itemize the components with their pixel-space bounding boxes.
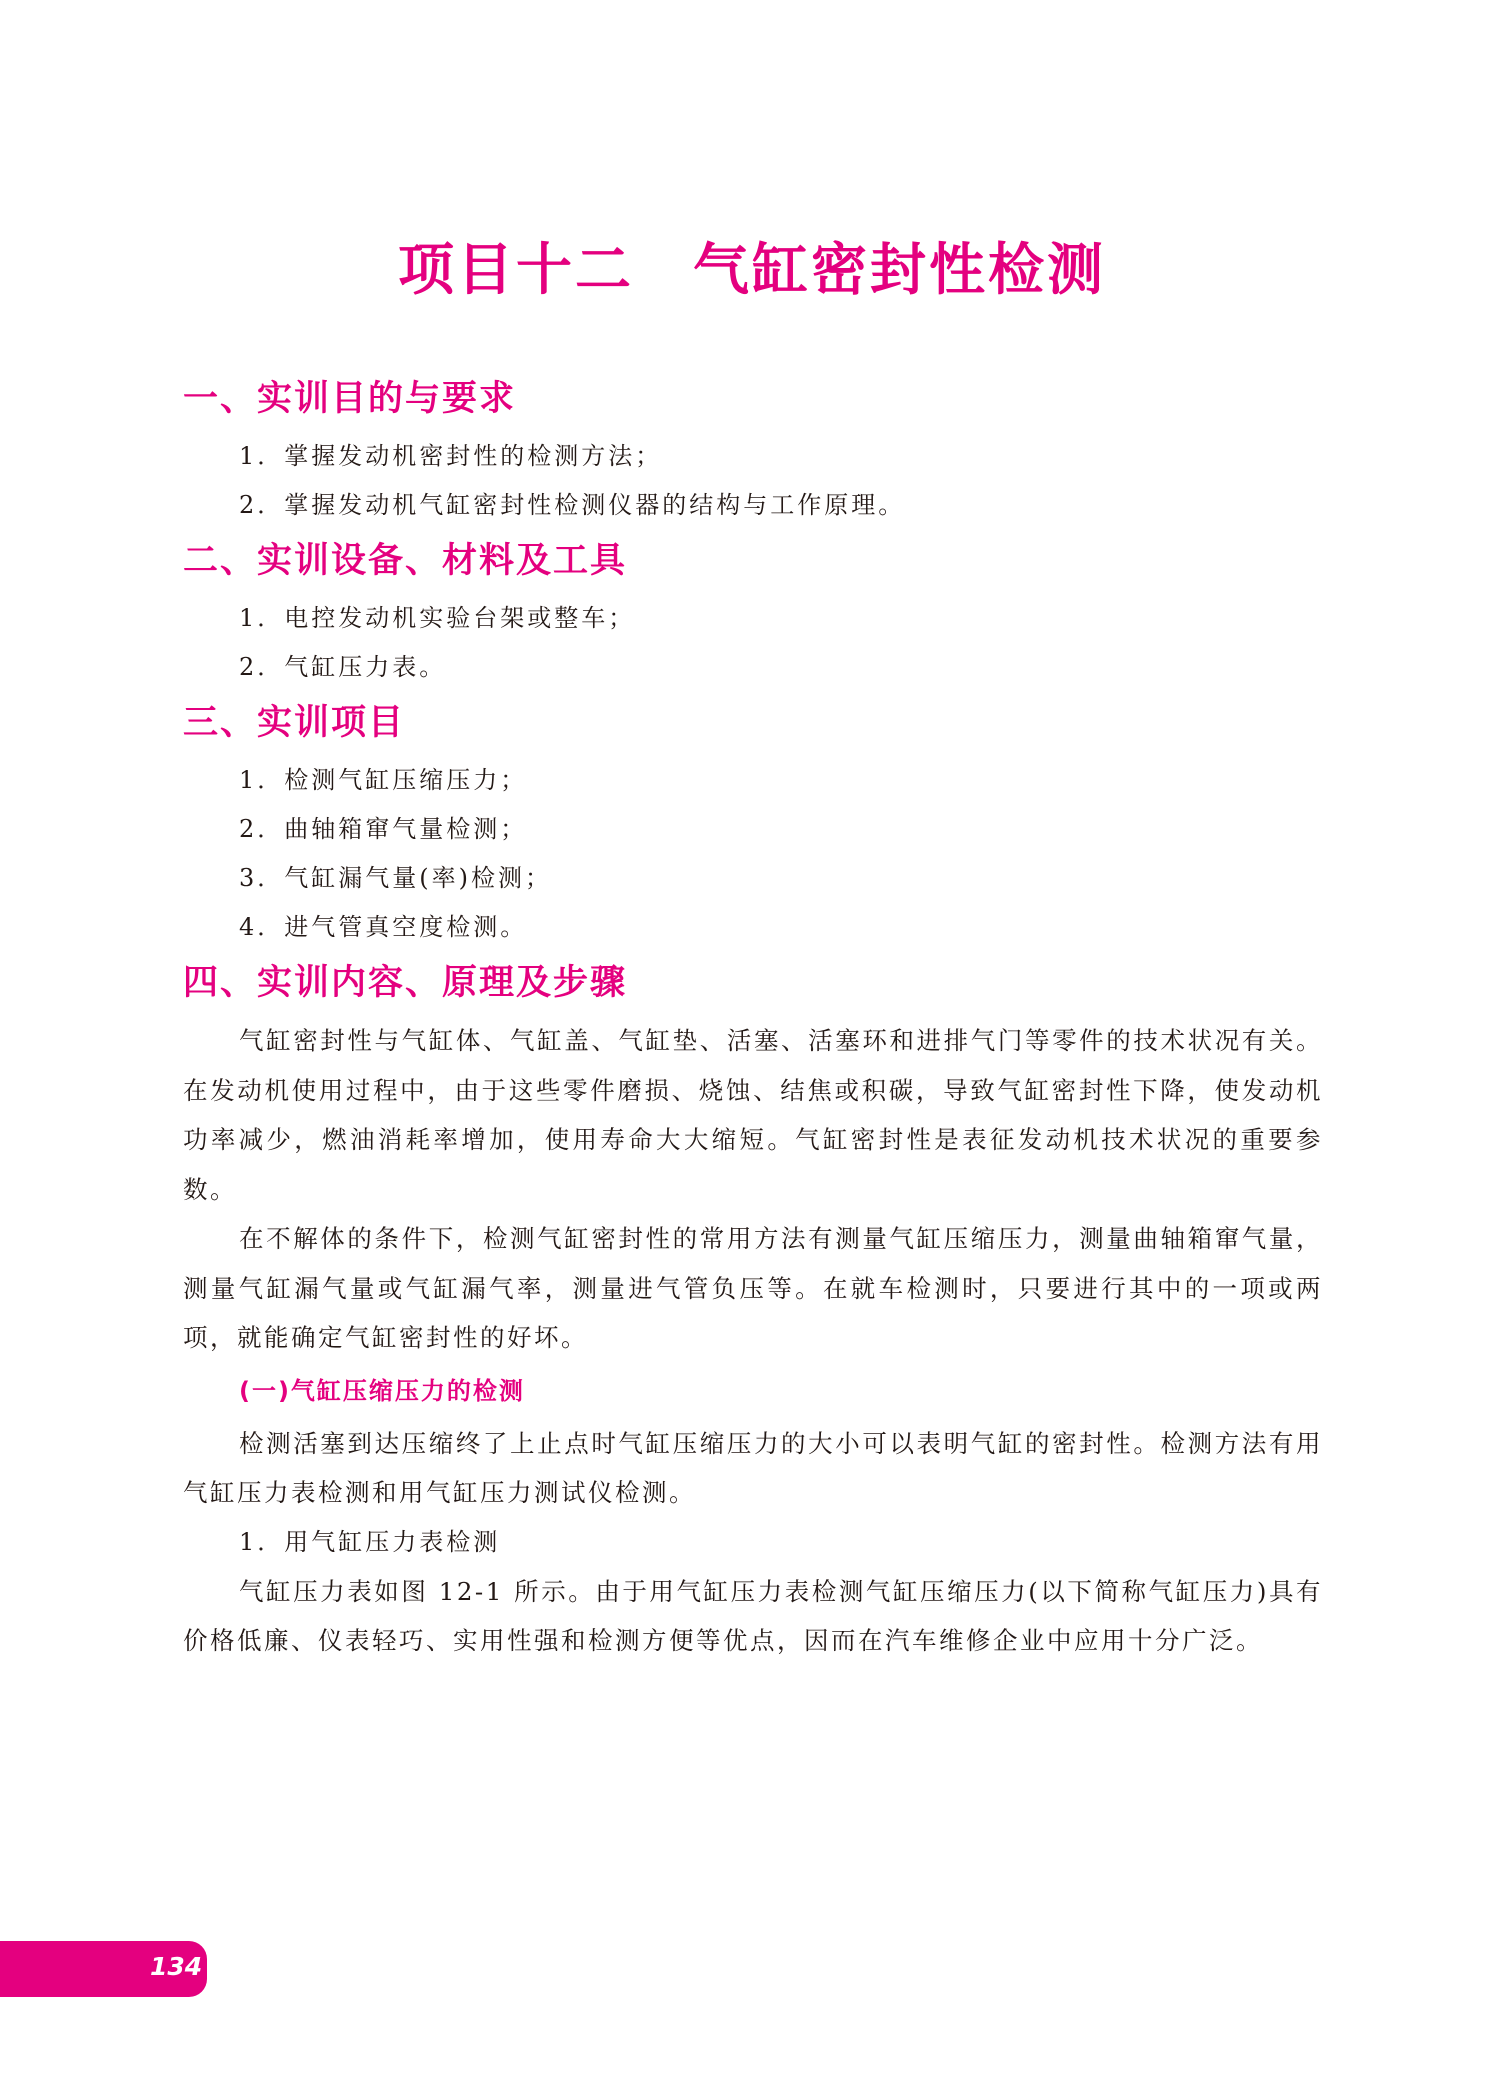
body-paragraph: 气缸压力表如图 12-1 所示。由于用气缸压力表检测气缸压缩压力(以下简称气缸压力)具有价格低廉、仪表轻巧、实用性强和检测方便等优点，因而在汽车维修企业中应用十分广泛。	[183, 1576, 1323, 1655]
page-number: 134	[150, 1952, 203, 1981]
content-body	[183, 372, 1323, 1666]
body-paragraph: 在不解体的条件下，检测气缸密封性的常用方法有测量气缸压缩压力，测量曲轴箱窜气量，测量气缸漏气量或气缸漏气率，测量进气管负压等。在就车检测时，只要进行其中的一项或两项，就能确定气缸密封性的好坏。	[183, 1224, 1323, 1352]
list-item: 1．电控发动机实验台架或整车；	[239, 604, 636, 632]
list-item: 4．进气管真空度检测。	[239, 913, 528, 941]
list-item: 1．检测气缸压缩压力；	[239, 766, 528, 794]
body-paragraph: 气缸密封性与气缸体、气缸盖、气缸垫、活塞、活塞环和进排气门等零件的技术状况有关。在发动机使用过程中，由于这些零件磨损、烧蚀、结焦或积碳，导致气缸密封性下降，使发动机功率减少，燃油消耗率增加，使用寿命大大缩短。气缸密封性是表征发动机技术状况的重要参数。	[183, 1026, 1323, 1204]
subsection-heading: (一)气缸压缩压力的检测	[239, 1376, 525, 1405]
section-heading-4: 四、实训内容、原理及步骤	[183, 963, 628, 1003]
section-heading-1: 一、实训目的与要求	[183, 379, 517, 419]
section-heading-2: 二、实训设备、材料及工具	[183, 541, 628, 581]
chapter-title: 项目十二 气缸密封性检测	[398, 238, 1106, 303]
list-item: 3．气缸漏气量(率)检测；	[239, 864, 552, 892]
list-item: 2．掌握发动机气缸密封性检测仪器的结构与工作原理。	[239, 491, 906, 519]
list-item: 2．气缸压力表。	[239, 653, 447, 681]
list-item: 1．掌握发动机密封性的检测方法；	[239, 442, 663, 470]
section-heading-3: 三、实训项目	[183, 703, 406, 743]
numbered-heading: 1．用气缸压力表检测	[239, 1527, 501, 1556]
body-paragraph: 检测活塞到达压缩终了上止点时气缸压缩压力的大小可以表明气缸的密封性。检测方法有用气缸压力表检测和用气缸压力测试仪检测。	[183, 1428, 1323, 1507]
list-item: 2．曲轴箱窜气量检测；	[239, 815, 528, 843]
